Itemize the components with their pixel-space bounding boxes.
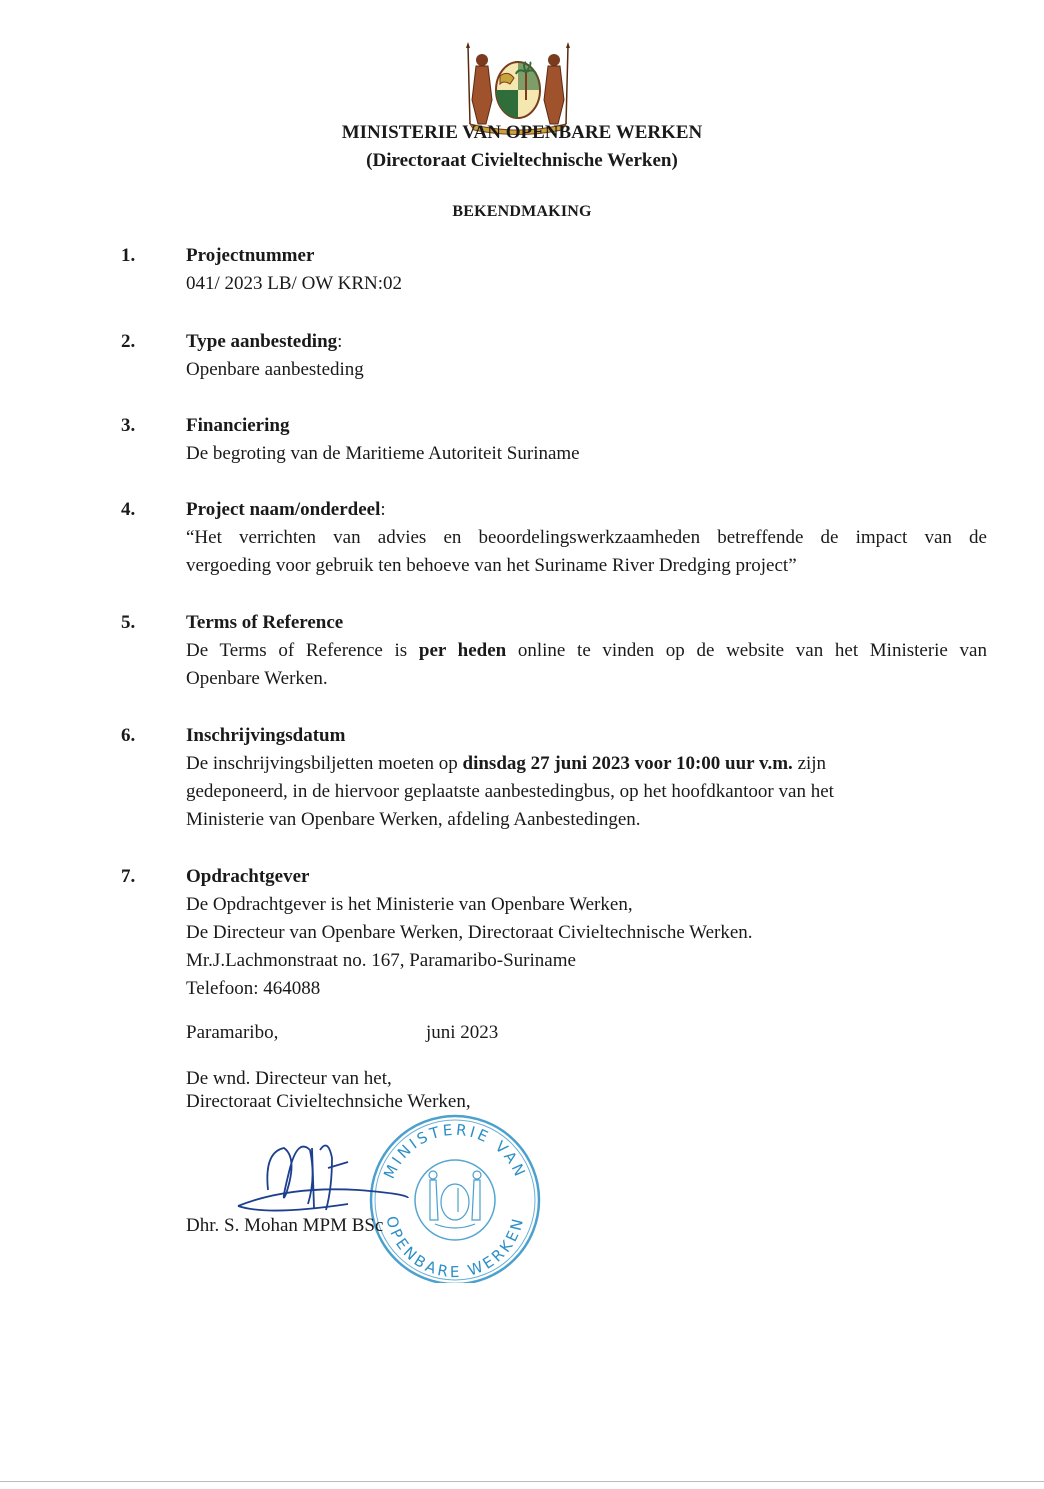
section-title: Financiering (186, 415, 290, 436)
directorate-heading: (Directoraat Civieltechnische Werken) (366, 150, 678, 171)
section-title: Projectnummer (186, 245, 315, 266)
section-number: 1. (121, 245, 136, 266)
document-title: BEKENDMAKING (452, 203, 592, 220)
section-number: 6. (121, 725, 136, 746)
stamp-top-text: MINISTERIE VAN (380, 1120, 530, 1182)
section-text: gedeponeerd, in de hiervoor geplaatste aanbestedingbus, op het hoofdkantoor van het (186, 781, 834, 802)
section-text: “Het verrichten van advies en beoordelingswerkzaamheden betreffende de impact van de (186, 527, 987, 548)
section-text: 041/ 2023 LB/ OW KRN:02 (186, 273, 403, 294)
section-number: 5. (121, 612, 136, 633)
section-title: Type aanbesteding: (186, 331, 343, 352)
section-title: Opdrachtgever (186, 866, 310, 887)
section-text: De Terms of Reference is per heden online te vinden op de website van het Ministerie van (186, 640, 987, 661)
section-text: De begroting van de Maritieme Autoriteit Suriname (186, 443, 580, 464)
page-bottom-edge (0, 1481, 1044, 1482)
section-title: Terms of Reference (186, 612, 344, 633)
section-number: 4. (121, 499, 136, 520)
section-text: De Opdrachtgever is het Ministerie van Openbare Werken, (186, 894, 633, 915)
date: juni 2023 (426, 1022, 499, 1043)
signer-name: Dhr. S. Mohan MPM BSc (186, 1215, 384, 1236)
section-number: 3. (121, 415, 136, 436)
stamp-bottom-text: OPENBARE WERKEN (382, 1214, 528, 1282)
signer-directorate: Directoraat Civieltechnsiche Werken, (186, 1091, 471, 1112)
section-text: vergoeding voor gebruik ten behoeve van het Suriname River Dredging project” (186, 555, 797, 576)
stamp-emblem-icon (429, 1171, 481, 1228)
section-text: De inschrijvingsbiljetten moeten op dinsdag 27 juni 2023 voor 10:00 uur v.m. zijn (186, 753, 827, 774)
section-title: Project naam/onderdeel: (186, 499, 386, 520)
section-text: Openbare Werken. (186, 668, 328, 689)
section-title: Inschrijvingsdatum (186, 725, 346, 746)
section-text: Ministerie van Openbare Werken, afdeling Aanbestedingen. (186, 809, 641, 830)
section-text: Mr.J.Lachmonstraat no. 167, Paramaribo-Suriname (186, 950, 576, 971)
place: Paramaribo, (186, 1022, 279, 1043)
signer-title: De wnd. Directeur van het, (186, 1068, 392, 1089)
section-text: Telefoon: 464088 (186, 978, 321, 999)
section-text: De Directeur van Openbare Werken, Directoraat Civieltechnische Werken. (186, 922, 753, 943)
section-text: Openbare aanbesteding (186, 359, 364, 380)
ministry-heading: MINISTERIE VAN OPENBARE WERKEN (341, 122, 703, 143)
section-number: 2. (121, 331, 136, 352)
section-number: 7. (121, 866, 136, 887)
